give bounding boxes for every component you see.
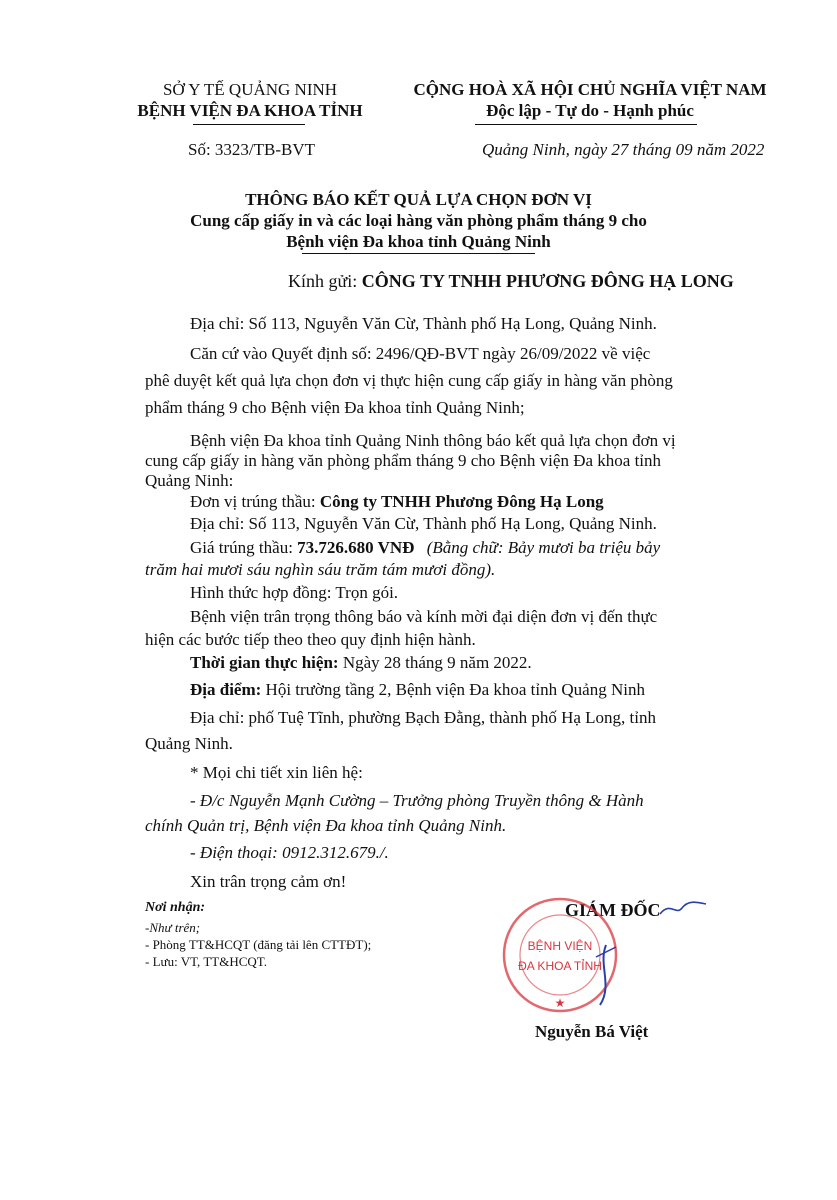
announce-line-2: cung cấp giấy in hàng văn phòng phẩm tháng 9 cho Bệnh viện Đa khoa tỉnh xyxy=(145,451,662,470)
recipients-item-3: - Lưu: VT, TT&HCQT. xyxy=(145,954,267,969)
recipients-title: Nơi nhận: xyxy=(145,900,206,915)
time-value: Ngày 28 tháng 9 năm 2022. xyxy=(338,653,532,672)
contact-line-1: - Đ/c Nguyễn Mạnh Cường – Trưởng phòng Truyền thông & Hành xyxy=(190,791,644,810)
signer-name: Nguyễn Bá Việt xyxy=(535,1022,649,1041)
invite-line-2: hiện các bước tiếp theo theo quy định hiện hành. xyxy=(145,630,476,649)
title-underline xyxy=(302,253,535,254)
winner-line xyxy=(190,492,604,512)
contact-header: * Mọi chi tiết xin liên hệ: xyxy=(190,763,363,782)
contact-line-2: chính Quản trị, Bệnh viện Đa khoa tỉnh Quảng Ninh. xyxy=(145,816,507,835)
winner-label: Đơn vị trúng thầu: xyxy=(190,492,320,511)
venue-address-2: Quảng Ninh. xyxy=(145,734,233,753)
price-words-1: (Bằng chữ: Bảy mươi ba triệu bảy xyxy=(426,538,661,557)
venue-line xyxy=(190,680,645,700)
notice-subtitle-2: Bệnh viện Đa khoa tỉnh Quảng Ninh xyxy=(286,232,551,251)
motto-underline xyxy=(475,124,697,125)
winner-address: Địa chỉ: Số 113, Nguyễn Văn Cừ, Thành phố Hạ Long, Quảng Ninh. xyxy=(190,514,657,533)
stamp-star: ★ xyxy=(554,996,566,1010)
announce-line-3: Quảng Ninh: xyxy=(145,471,234,490)
basis-line-2: phê duyệt kết quả lựa chọn đơn vị thực hiện cung cấp giấy in hàng văn phòng xyxy=(145,371,673,390)
price-words-2: trăm hai mươi sáu nghìn sáu trăm tám mươi đồng). xyxy=(145,560,496,579)
price-line xyxy=(190,538,660,558)
invite-line-1: Bệnh viện trân trọng thông báo và kính mời đại diện đơn vị đến thực xyxy=(190,607,658,626)
winner-name: Công ty TNHH Phương Đông Hạ Long xyxy=(319,492,604,511)
venue-address-1: Địa chỉ: phố Tuệ Tĩnh, phường Bạch Đằng, thành phố Hạ Long, tỉnh xyxy=(190,708,656,727)
stamp-text-line-2: ĐA KHOA TỈNH xyxy=(518,959,602,973)
signature-role: GIÁM ĐỐC xyxy=(565,900,661,920)
time-line xyxy=(190,653,532,673)
document-number: Số: 3323/TB-BVT xyxy=(188,140,316,159)
contact-phone: - Điện thoại: 0912.312.679./. xyxy=(190,843,389,862)
recipients-item-1: -Như trên; xyxy=(145,920,201,935)
thanks-line: Xin trân trọng cảm ơn! xyxy=(190,872,347,891)
notice-subtitle-1: Cung cấp giấy in và các loại hàng văn phòng phẩm tháng 9 cho xyxy=(190,211,647,230)
stamp-text-line-1: BỆNH VIỆN xyxy=(527,939,593,953)
price-label: Giá trúng thầu: xyxy=(190,538,298,557)
agency-line: SỞ Y TẾ QUẢNG NINH xyxy=(162,80,338,99)
signature-flourish xyxy=(658,896,708,920)
recipient-prefix: Kính gửi: xyxy=(288,271,362,291)
venue-label: Địa điểm: xyxy=(190,680,262,699)
basis-line-1: Căn cứ vào Quyết định số: 2496/QĐ-BVT ngày 26/09/2022 về việc xyxy=(190,344,651,363)
national-title: CỘNG HOÀ XÃ HỘI CHỦ NGHĨA VIỆT NAM xyxy=(413,80,767,99)
national-motto: Độc lập - Tự do - Hạnh phúc xyxy=(486,101,694,120)
hospital-underline xyxy=(193,124,305,125)
recipient-line xyxy=(288,271,734,292)
price-value: 73.726.680 VNĐ xyxy=(297,538,415,557)
recipient-address: Địa chỉ: Số 113, Nguyễn Văn Cừ, Thành phố Hạ Long, Quảng Ninh. xyxy=(190,314,657,333)
recipient-name: CÔNG TY TNHH PHƯƠNG ĐÔNG HẠ LONG xyxy=(361,271,734,291)
basis-line-3: phẩm tháng 9 cho Bệnh viện Đa khoa tỉnh Quảng Ninh; xyxy=(145,398,525,417)
time-label: Thời gian thực hiện: xyxy=(190,653,339,672)
contract-form: Hình thức hợp đồng: Trọn gói. xyxy=(190,583,399,602)
official-stamp xyxy=(488,895,628,1020)
hospital-name-header: BỆNH VIỆN ĐA KHOA TỈNH xyxy=(137,101,363,120)
place-date: Quảng Ninh, ngày 27 tháng 09 năm 2022 xyxy=(482,140,765,159)
venue-value: Hội trường tầng 2, Bệnh viện Đa khoa tỉnh Quảng Ninh xyxy=(261,680,645,699)
announce-line-1: Bệnh viện Đa khoa tỉnh Quảng Ninh thông báo kết quả lựa chọn đơn vị xyxy=(190,431,676,450)
recipients-item-2: - Phòng TT&HCQT (đăng tải lên CTTĐT); xyxy=(145,937,372,952)
notice-title: THÔNG BÁO KẾT QUẢ LỰA CHỌN ĐƠN VỊ xyxy=(245,190,592,209)
